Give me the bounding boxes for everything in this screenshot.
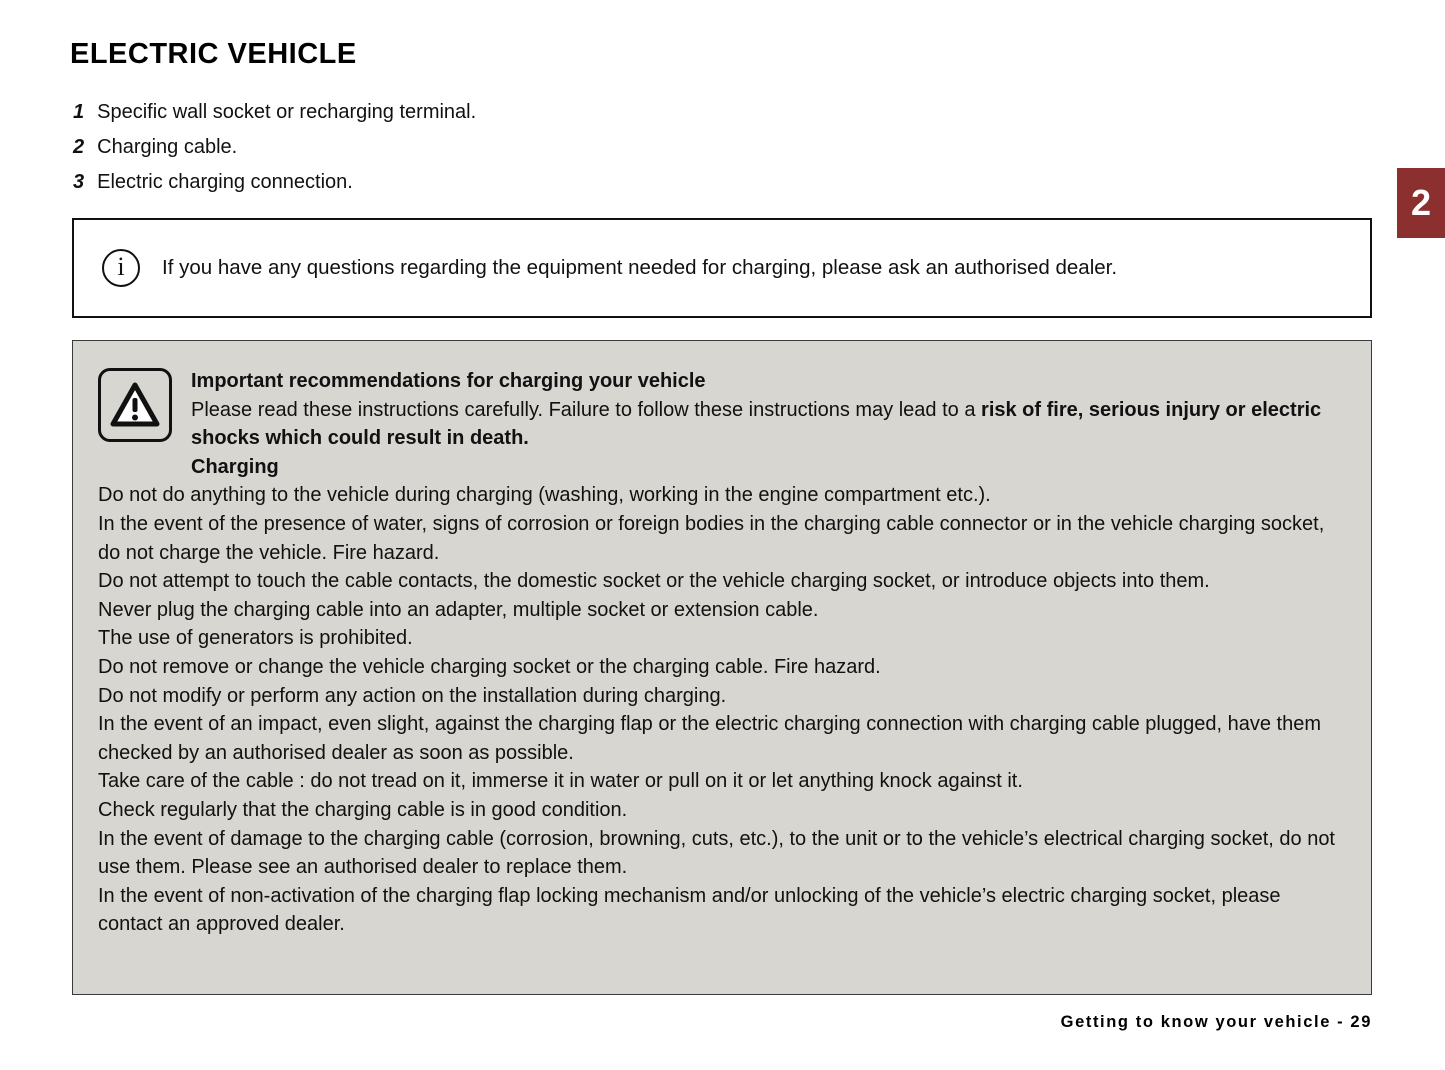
warning-box	[72, 340, 1372, 995]
warning-subheading: Charging	[191, 455, 279, 478]
warning-paragraph: In the event of damage to the charging cable (corrosion, browning, cuts, etc.), to the unit or to the vehicle’s electrical charging socket, do not use them. Please see an authorised dealer to replace them.	[98, 827, 1335, 879]
info-icon: i	[102, 249, 140, 287]
warning-paragraph: Check regularly that the charging cable is in good condition.	[98, 798, 628, 821]
list-item-number: 2	[73, 136, 85, 158]
warning-paragraph: Do not do anything to the vehicle during charging (washing, working in the engine compartment etc.).	[98, 484, 991, 507]
info-note-text: If you have any questions regarding the equipment needed for charging, please ask an authorised dealer.	[162, 256, 1118, 279]
warning-paragraph: Do not attempt to touch the cable contacts, the domestic socket or the vehicle charging socket, or introduce objects into them.	[98, 570, 1210, 593]
warning-intro-normal: Please read these instructions carefully. Failure to follow these instructions may lead to a	[191, 398, 982, 421]
warning-heading: Important recommendations for charging your vehicle	[191, 370, 706, 392]
warning-paragraph: In the event of non-activation of the charging flap locking mechanism and/or unlocking of the vehicle’s electric charging socket, please contact an approved dealer.	[98, 884, 1281, 936]
warning-paragraphs	[98, 481, 1344, 939]
list-item	[73, 171, 476, 206]
list-item-text: Charging cable.	[97, 136, 238, 158]
page-footer: Getting to know your vehicle - 29	[1060, 1013, 1372, 1031]
numbered-list	[73, 101, 476, 206]
warning-paragraph: In the event of the presence of water, signs of corrosion or foreign bodies in the charging cable connector or in the vehicle charging socket, do not charge the vehicle. Fire hazard.	[98, 512, 1325, 564]
page-title: ELECTRIC VEHICLE	[70, 38, 357, 70]
list-item-text: Specific wall socket or recharging terminal.	[97, 101, 477, 123]
warning-paragraph: Never plug the charging cable into an adapter, multiple socket or extension cable.	[98, 598, 819, 621]
chapter-tab: 2	[1397, 168, 1445, 238]
warning-triangle-icon	[98, 368, 172, 442]
warning-intro	[191, 396, 1344, 453]
warning-paragraph: Do not remove or change the vehicle charging socket or the charging cable. Fire hazard.	[98, 655, 881, 678]
warning-paragraph: In the event of an impact, even slight, against the charging flap or the electric charging connection with charging cable plugged, have them checked by an authorised dealer as soon as possible.	[98, 713, 1321, 764]
warning-paragraph: Take care of the cable : do not tread on it, immerse it in water or pull on it or let anything knock against it.	[98, 770, 1023, 793]
warning-paragraph: The use of generators is prohibited.	[98, 627, 413, 650]
list-item-number: 1	[73, 101, 85, 123]
warning-intro-bold: risk of fire, serious injury or electric shocks which could result in death.	[191, 398, 1322, 450]
info-note-box	[72, 218, 1372, 318]
warning-header	[191, 367, 1344, 481]
list-item	[73, 101, 476, 136]
warning-paragraph: Do not modify or perform any action on the installation during charging.	[98, 684, 727, 707]
list-item	[73, 136, 476, 171]
list-item-number: 3	[73, 171, 85, 193]
list-item-text: Electric charging connection.	[97, 171, 353, 193]
